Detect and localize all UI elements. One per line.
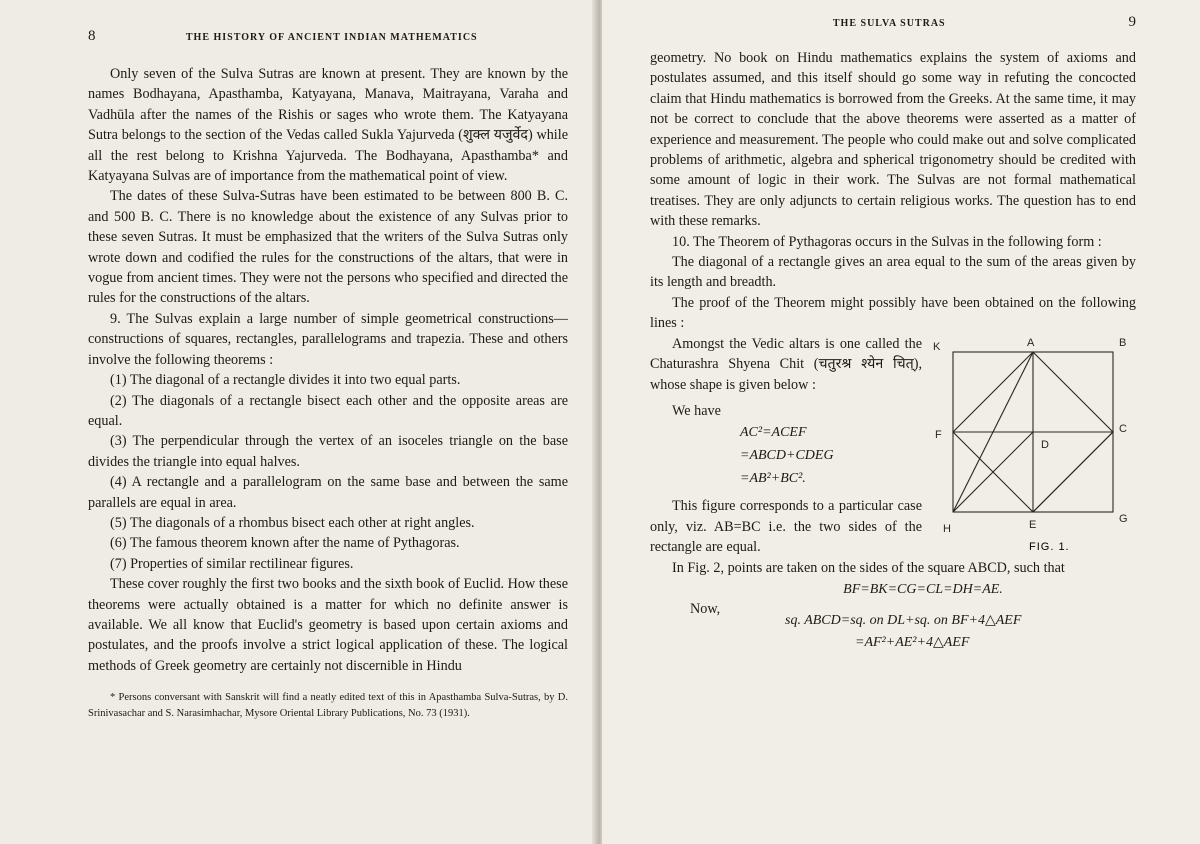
left-running-head — [88, 28, 568, 54]
left-paragraph-sulva-list: Only seven of the Sulva Sutras are known at present. They are known by the names Bodhayana, Apasthamba, Katyayana, Manava, Maitrayana, Varaha and Vadhūla after the names of the Rishis or sages who wrote them. The Katyayana Sutra belongs to the section of the Vedas called Sukla Yajurveda (शुक्ल यजुर्वेद) while all the rest belong to Krishna Yajurveda. The Bodhayana, Apasthamba* and Katyayana Sulvas are of importance from the mathematical point of view. — [88, 66, 568, 185]
label-e: E — [1029, 518, 1037, 531]
theorem-item: (1) The diagonal of a rectangle divides it into two equal parts. — [110, 372, 461, 389]
theorem-item: (6) The famous theorem known after the name of Pythagoras. — [110, 535, 460, 552]
label-k: K — [933, 340, 941, 353]
final-equation-block — [650, 600, 1136, 650]
label-h: H — [943, 522, 951, 535]
label-c: C — [1119, 422, 1127, 435]
left-paragraph-dates: The dates of these Sulva-Sutras have been estimated to be between 800 B. C. and 500 B. C. There is no knowledge about the existence of any Sulvas prior to these seven Sutras. It must be emphasized that the writers of the Sulva Sutras only wrote down and codified the rules for the constructions of the altars, that were in vogue from ancient times. They were not the persons who specified and directed the rules for the constructions of the altars. — [88, 188, 568, 307]
left-paragraph-euclid: These cover roughly the first two books and the sixth book of Euclid. How these theorems were actually obtained is a matter for which no definite answer is available. We all know that Euclid's geometry is based upon certain axioms and postulates, and the proofs involve a strict logical application of these. The logical methods of Greek geometry are certainly not discernible in Hindu — [88, 576, 568, 674]
figure-caption: FIG. 1. — [1029, 540, 1070, 553]
equation-line: =AB²+BC². — [740, 471, 806, 487]
equation-group — [650, 421, 922, 490]
label-b: B — [1119, 336, 1127, 349]
right-page — [602, 0, 1200, 844]
theorem-item: (3) The perpendicular through the vertex of an isoceles triangle on the base divides the triangle into equal halves. — [88, 433, 568, 470]
theorem-item: (5) The diagonals of a rhombus bisect each other at right angles. — [110, 514, 475, 531]
altar-description: Amongst the Vedic altars is one called the Chaturashra Shyena Chit (चतुरश्र श्येन चित्), whose shape is given below : — [650, 335, 922, 393]
figure-side-text — [650, 334, 922, 558]
right-paragraph-section-10: 10. The Theorem of Pythagoras occurs in the Sulvas in the following form : — [672, 233, 1102, 250]
theorem-item: (7) Properties of similar rectilinear figures. — [110, 555, 354, 572]
equation-line: AC²=ACEF — [740, 425, 807, 441]
right-paragraph-fig-2: In Fig. 2, points are taken on the sides of the square ABCD, such that — [672, 559, 1065, 576]
left-running-title: THE HISTORY OF ANCIENT INDIAN MATHEMATICS — [185, 32, 478, 43]
final-equation-line: sq. ABCD=sq. on DL+sq. on BF+4△AEF — [785, 612, 1022, 628]
equation-line: =ABCD+CDEG — [740, 448, 834, 464]
figure-note: This figure corresponds to a particular case only, viz. AB=BC i.e. the two sides of the rectangle are equal. — [650, 498, 922, 556]
fig2-equation: BF=BK=CG=CL=DH=AE. — [843, 581, 1003, 597]
right-paragraph-geometry: geometry. No book on Hindu mathematics explains the system of axioms and postulates assumed, and this itself should go some way in refuting the concocted claim that Hindu mathematics is borrowed from the Greeks. At the same time, it may not be correct to conclude that the above theorems were asserted as a matter of experience and measurement. The people who could make out and solve complicated problems of arithmetic, algebra and spherical trigonometry should be credited with some amount of logic in their work. The Sulvas are not formal mathematical treatises. They are only adjuncts to certain religious works. The question has to end with these remarks. — [650, 50, 1136, 230]
now-label: Now, — [690, 600, 721, 617]
final-equation-line: =AF²+AE²+4△AEF — [855, 634, 970, 650]
left-page — [0, 0, 598, 844]
figure-1-diagram — [933, 334, 1133, 556]
label-a: A — [1027, 336, 1035, 349]
label-g: G — [1119, 512, 1128, 525]
theorem-list — [88, 370, 568, 574]
left-footnote: * Persons conversant with Sanskrit will find a neatly edited text of this in Apasthamba Sulva-Sutras, by D. Srinivasachar and S. Narasimhachar, Mysore Oriental Library Publications, No. 73 (1931). — [88, 692, 568, 720]
theorem-item: (4) A rectangle and a parallelogram on the same base and between the same parallels are equal in area. — [88, 474, 568, 511]
right-running-title: THE SULVA SUTRAS — [832, 18, 946, 29]
right-paragraph-theorem-statement: The diagonal of a rectangle gives an area equal to the sum of the areas given by its length and breadth. — [650, 254, 1136, 291]
right-page-number: 9 — [1128, 14, 1136, 30]
we-have-label: We have — [672, 402, 721, 419]
theorem-item: (2) The diagonals of a rectangle bisect each other and the opposite areas are equal. — [88, 392, 568, 429]
right-running-head — [650, 14, 1136, 40]
right-paragraph-proof-intro: The proof of the Theorem might possibly have been obtained on the following lines : — [650, 294, 1136, 332]
label-f: F — [935, 428, 942, 441]
label-d: D — [1041, 438, 1049, 451]
figure-block — [650, 334, 1136, 558]
left-page-number: 8 — [88, 28, 96, 44]
left-paragraph-section-9: 9. The Sulvas explain a large number of simple geometrical constructions—constructions of squares, rectangles, parallelograms and trapezia. These and others involve the following theorems : — [88, 310, 568, 368]
